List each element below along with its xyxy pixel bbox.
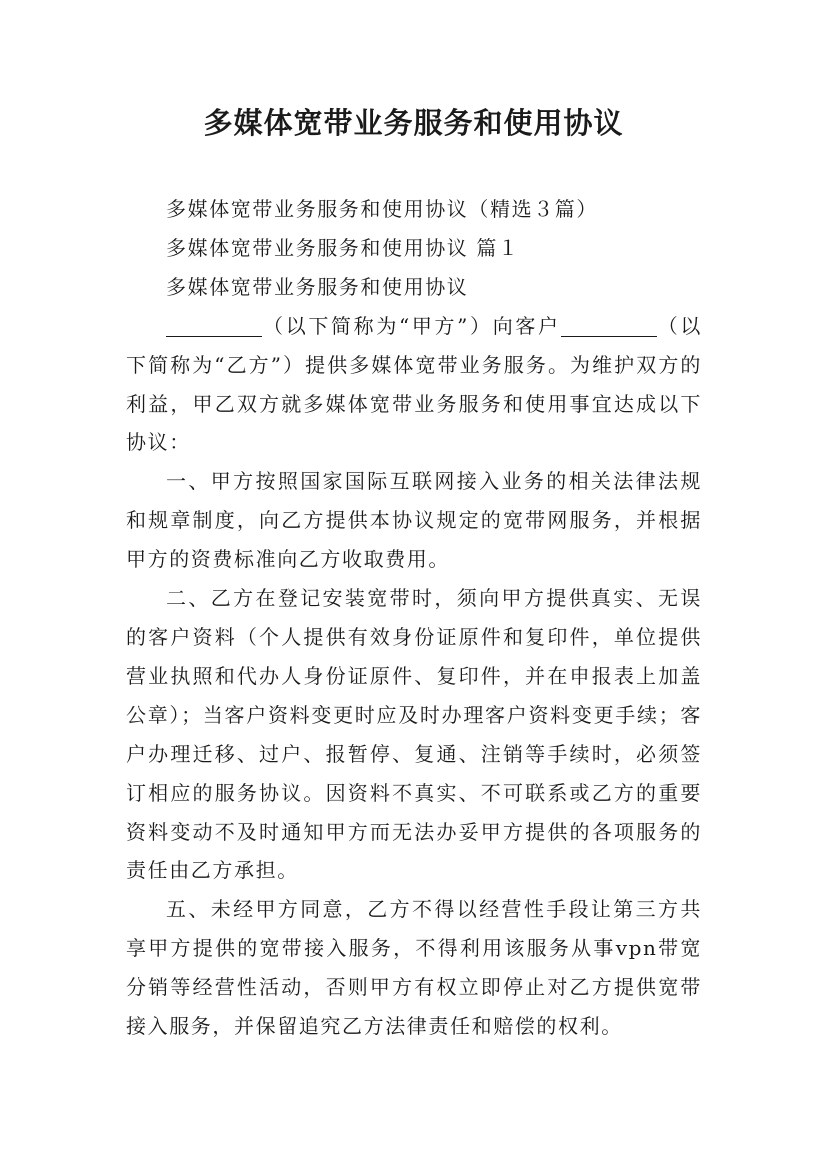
document-subtitle: 多媒体宽带业务服务和使用协议（精选３篇） (166, 197, 598, 221)
party-a-blank (166, 312, 262, 337)
intro-text-part2: （以下简称为“乙方”）提供多媒体宽带业务服务。为维护双方的利益，甲乙双方就多媒体宽带业务服务和使用事宜达成以下协议： (126, 313, 702, 455)
intro-text-part1: （以下简称为“甲方”）向客户 (262, 313, 561, 338)
document-title: 多媒体宽带业务服务和使用协议 (203, 106, 624, 140)
clause-paragraph: 五、未经甲方同意，乙方不得以经营性手段让第三方共享甲方提供的宽带接入服务，不得利用该服务从事vpn带宽分销等经营性活动，否则甲方有权立即停止对乙方提供宽带接入服务，并保留追究乙方法律责任和赔偿的权利。 (126, 897, 702, 1039)
agreement-name: 多媒体宽带业务服务和使用协议 (166, 274, 469, 299)
clause-paragraph: 一、甲方按照国家国际互联网接入业务的相关法律法规和规章制度，向乙方提供本协议规定的宽带网服务，并根据甲方的资费标准向乙方收取费用。 (126, 469, 702, 572)
section-heading: 多媒体宽带业务服务和使用协议 篇１ (166, 235, 520, 260)
document-body (126, 190, 702, 1046)
party-b-blank (561, 312, 657, 337)
intro-paragraph (126, 307, 702, 463)
clause-paragraph: 二、乙方在登记安装宽带时，须向甲方提供真实、无误的客户资料（个人提供有效身份证原件和复印件，单位提供营业执照和代办人身份证原件、复印件，并在申报表上加盖公章）；当客户资料变更时应及时办理客户资料变更手续；客户办理迁移、过户、报暂停、复通、注销等手续时，必须签订相应的服务协议。因资料不真实、不可联系或乙方的重要资料变动不及时通知甲方而无法办妥甲方提供的各项服务的责任由乙方承担。 (126, 586, 702, 883)
